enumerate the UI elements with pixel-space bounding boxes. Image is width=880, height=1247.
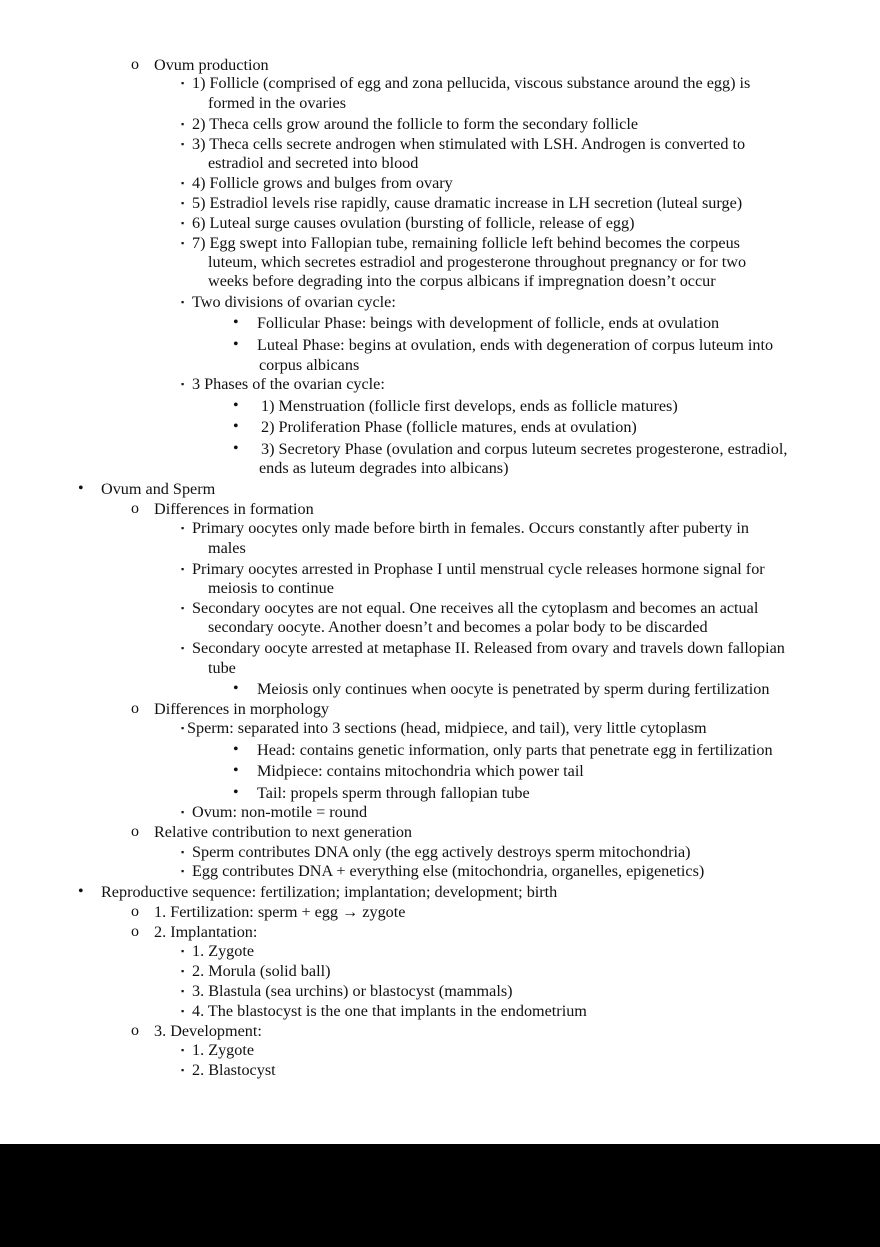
square-bullet-marker: ▪ xyxy=(181,297,185,307)
round-bullet-marker: • xyxy=(233,741,239,758)
square-bullet-marker: ▪ xyxy=(181,986,185,996)
round-bullet-marker: • xyxy=(78,883,84,900)
square-bullet-marker: ▪ xyxy=(181,119,185,129)
outline-item-level3: 1) Follicle (comprised of egg and zona pellucida, viscous substance around the egg) is xyxy=(192,74,751,92)
outline-item-level3: 7) Egg swept into Fallopian tube, remaining follicle left behind becomes the corpeus xyxy=(192,234,740,252)
bullet-o-marker: o xyxy=(131,903,139,920)
square-bullet-marker: ▪ xyxy=(181,78,185,88)
outline-item-level3: 3) Theca cells secrete androgen when stimulated with LSH. Androgen is converted to xyxy=(192,135,746,153)
bullet-o-marker: o xyxy=(131,823,139,840)
bullet-o-marker: o xyxy=(131,500,139,517)
round-bullet-marker: • xyxy=(78,480,84,497)
outline-item-level4: 2) Proliferation Phase (follicle matures, ends at ovulation) xyxy=(261,418,637,436)
outline-item-level4: Midpiece: contains mitochondria which power tail xyxy=(257,762,584,780)
outline-item-level3: 4. The blastocyst is the one that implants in the endometrium xyxy=(192,1002,587,1020)
outline-item-level3: 3 Phases of the ovarian cycle: xyxy=(192,375,385,393)
outline-item-level2: 2. Implantation: xyxy=(154,923,258,941)
outline-item-continuation: estradiol and secreted into blood xyxy=(208,154,419,172)
outline-item-level3: Ovum: non-motile = round xyxy=(192,803,368,821)
square-bullet-marker: ▪ xyxy=(181,139,185,149)
outline-item-level2: 3. Development: xyxy=(154,1022,262,1040)
outline-item-continuation: luteum, which secretes estradiol and progesterone throughout pregnancy or for two xyxy=(208,253,747,271)
outline-item-continuation: ends as luteum degrades into albicans) xyxy=(259,459,509,477)
outline-item-level3: Primary oocytes only made before birth in females. Occurs constantly after puberty in xyxy=(192,519,749,537)
round-bullet-marker: • xyxy=(233,440,239,457)
outline-item-level3: 4) Follicle grows and bulges from ovary xyxy=(192,174,453,192)
outline-item-level4: Follicular Phase: beings with development of follicle, ends at ovulation xyxy=(257,314,720,332)
outline-item-level3: Secondary oocyte arrested at metaphase II. Released from ovary and travels down fallopian xyxy=(192,639,785,657)
page-bottom-black-band xyxy=(0,1144,880,1247)
outline-item-level4: Meiosis only continues when oocyte is penetrated by sperm during fertilization xyxy=(257,680,770,698)
outline-item-level4: Luteal Phase: begins at ovulation, ends with degeneration of corpus luteum into xyxy=(257,336,774,354)
outline-item-level3: Sperm contributes DNA only (the egg actively destroys sperm mitochondria) xyxy=(192,843,691,861)
round-bullet-marker: • xyxy=(233,418,239,435)
square-bullet-marker: ▪ xyxy=(181,218,185,228)
outline-item-continuation: weeks before degrading into the corpus albicans if impregnation doesn’t occur xyxy=(208,272,716,290)
square-bullet-marker: ▪ xyxy=(181,603,185,613)
outline-item-level4: Tail: propels sperm through fallopian tube xyxy=(257,784,530,802)
square-bullet-marker: ▪ xyxy=(181,238,185,248)
square-bullet-marker: ▪ xyxy=(181,523,185,533)
bullet-o-marker: o xyxy=(131,923,139,940)
outline-item-level2: Relative contribution to next generation xyxy=(154,823,413,841)
square-bullet-marker: ▪ xyxy=(181,379,185,389)
outline-item-level4: 3) Secretory Phase (ovulation and corpus luteum secretes progesterone, estradiol, xyxy=(261,440,788,458)
outline-item-level2: 1. Fertilization: sperm + egg → zygote xyxy=(154,903,406,921)
square-bullet-marker: ▪ xyxy=(181,564,185,574)
round-bullet-marker: • xyxy=(233,784,239,801)
outline-item-level3: 6) Luteal surge causes ovulation (bursting of follicle, release of egg) xyxy=(192,214,635,232)
square-bullet-marker: ▪ xyxy=(181,946,185,956)
outline-item-level3: Two divisions of ovarian cycle: xyxy=(192,293,396,311)
outline-item-level3: 2. Morula (solid ball) xyxy=(192,962,331,980)
outline-item-continuation: formed in the ovaries xyxy=(208,94,346,112)
round-bullet-marker: • xyxy=(233,314,239,331)
outline-item-level3: 1. Zygote xyxy=(192,1041,255,1059)
square-bullet-marker: ▪ xyxy=(181,807,185,817)
outline-item-level1: Ovum and Sperm xyxy=(101,480,216,498)
square-bullet-marker: ▪ xyxy=(181,1045,185,1055)
square-bullet-marker: ▪ xyxy=(181,847,185,857)
outline-item-level3: 1. Zygote xyxy=(192,942,255,960)
square-bullet-marker: ▪ xyxy=(181,1065,185,1075)
outline-item-level4: 1) Menstruation (follicle first develops, ends as follicle matures) xyxy=(261,397,678,415)
square-bullet-marker: ▪ xyxy=(181,1006,185,1016)
round-bullet-marker: • xyxy=(233,680,239,697)
outline-item-level3: Sperm: separated into 3 sections (head, midpiece, and tail), very little cytoplasm xyxy=(187,719,707,737)
outline-item-continuation: corpus albicans xyxy=(259,356,360,374)
square-bullet-marker: ▪ xyxy=(181,723,185,733)
outline-item-level2: Differences in morphology xyxy=(154,700,330,718)
square-bullet-marker: ▪ xyxy=(181,198,185,208)
outline-item-level1: Reproductive sequence: fertilization; implantation; development; birth xyxy=(101,883,558,901)
square-bullet-marker: ▪ xyxy=(181,866,185,876)
round-bullet-marker: • xyxy=(233,336,239,353)
square-bullet-marker: ▪ xyxy=(181,178,185,188)
round-bullet-marker: • xyxy=(233,762,239,779)
outline-item-level3: Secondary oocytes are not equal. One receives all the cytoplasm and becomes an actual xyxy=(192,599,759,617)
outline-item-level4: Head: contains genetic information, only parts that penetrate egg in fertilization xyxy=(257,741,773,759)
outline-item-continuation: secondary oocyte. Another doesn’t and becomes a polar body to be discarded xyxy=(208,618,708,636)
outline-item-continuation: males xyxy=(208,539,246,557)
outline-item-continuation: meiosis to continue xyxy=(208,579,334,597)
round-bullet-marker: • xyxy=(233,397,239,414)
outline-item-level3: Primary oocytes arrested in Prophase I until menstrual cycle releases hormone signal for xyxy=(192,560,765,578)
outline-item-level2: Differences in formation xyxy=(154,500,314,518)
outline-item-continuation: tube xyxy=(208,659,236,677)
outline-item-level2: Ovum production xyxy=(154,56,269,74)
outline-item-level3: 2) Theca cells grow around the follicle to form the secondary follicle xyxy=(192,115,639,133)
bullet-o-marker: o xyxy=(131,700,139,717)
bullet-o-marker: o xyxy=(131,1022,139,1039)
outline-item-level3: 3. Blastula (sea urchins) or blastocyst (mammals) xyxy=(192,982,513,1000)
bullet-o-marker: o xyxy=(131,56,139,73)
outline-item-level3: 5) Estradiol levels rise rapidly, cause dramatic increase in LH secretion (luteal surge) xyxy=(192,194,743,212)
outline-item-level3: 2. Blastocyst xyxy=(192,1061,276,1079)
square-bullet-marker: ▪ xyxy=(181,966,185,976)
square-bullet-marker: ▪ xyxy=(181,643,185,653)
outline-item-level3: Egg contributes DNA + everything else (mitochondria, organelles, epigenetics) xyxy=(192,862,705,880)
